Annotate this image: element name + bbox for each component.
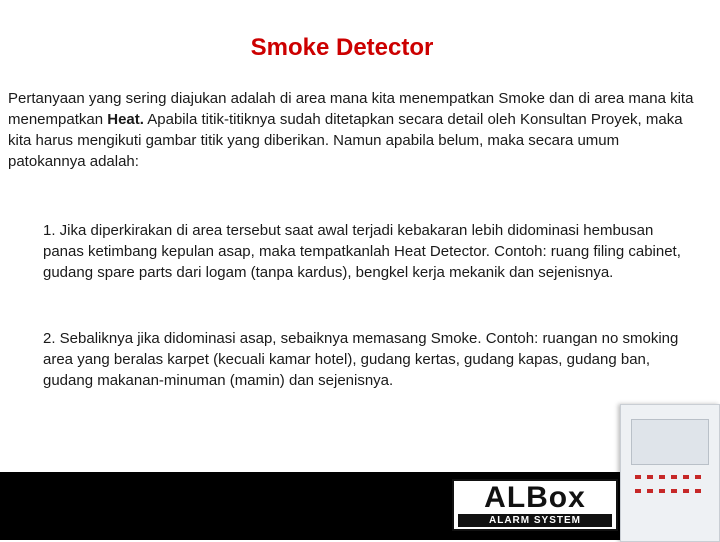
albox-logo <box>452 479 618 531</box>
panel-led <box>635 475 641 479</box>
panel-led <box>659 475 665 479</box>
intro-text-2: dan di area mana kita menempatkan <box>8 90 694 128</box>
intro-text-1: Pertanyaan yang sering diajukan adalah di area mana kita menempatkan <box>8 90 499 107</box>
intro-smoke-term: Smoke <box>498 90 545 107</box>
logo-wordmark: ALBox <box>484 481 586 514</box>
panel-led <box>659 489 665 493</box>
panel-led <box>671 489 677 493</box>
intro-heat-term: Heat. <box>107 111 144 128</box>
panel-led <box>647 475 653 479</box>
panel-led <box>695 489 701 493</box>
intro-paragraph <box>8 88 698 172</box>
page-title: Smoke Detector <box>250 34 434 61</box>
panel-led <box>671 475 677 479</box>
panel-led <box>683 475 689 479</box>
logo-tagline: ALARM SYSTEM <box>458 514 612 527</box>
list-item-heat-detector: 1. Jika diperkirakan di area tersebut saat awal terjadi kebakaran lebih didominasi hembusan panas ketimbang kepulan asap, maka tempatkanlah Heat Detector. Contoh: ruang filing cabinet, gudang spare parts dari logam (tanpa kardus), bengkel kerja mekanik dan sejenisnya. <box>43 222 681 281</box>
list-item-smoke-detector: 2. Sebaliknya jika didominasi asap, sebaiknya memasang Smoke. Contoh: ruangan no smoking area yang beralas karpet (kecuali kamar hotel), gudang kertas, gudang kapas, gudang ban, gudang makanan-minuman (mamin) dan sejenisnya. <box>43 330 679 389</box>
panel-led <box>683 489 689 493</box>
alarm-panel-image <box>620 404 720 542</box>
panel-led <box>695 475 701 479</box>
panel-led <box>635 489 641 493</box>
panel-display <box>631 419 709 465</box>
intro-text-3: Apabila titik-titiknya sudah ditetapkan secara detail oleh Konsultan Proyek, maka kita harus mengikuti gambar titik yang diberikan. Namun apabila belum, maka secara umum patokannya adalah: <box>8 111 683 170</box>
panel-led <box>647 489 653 493</box>
